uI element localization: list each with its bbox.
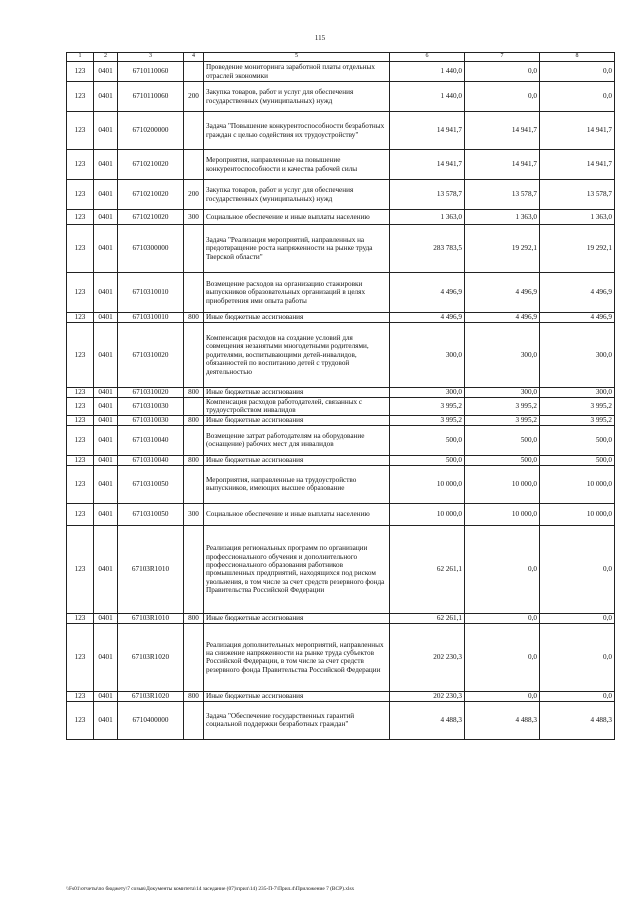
amount-year3-cell: 0,0 <box>540 613 615 623</box>
expense-type-cell: 800 <box>184 415 204 425</box>
expense-type-cell <box>184 623 204 691</box>
target-article-cell: 6710210020 <box>118 150 184 180</box>
amount-year2-cell: 0,0 <box>465 62 540 82</box>
expense-type-cell: 800 <box>184 388 204 398</box>
budget-table <box>66 52 615 740</box>
agency-code-cell: 123 <box>67 112 94 150</box>
agency-code-cell: 123 <box>67 613 94 623</box>
amount-year1-cell: 500,0 <box>390 455 465 465</box>
table-row <box>67 388 615 398</box>
col-number: 6 <box>390 53 465 62</box>
amount-year1-cell: 14 941,7 <box>390 112 465 150</box>
amount-year3-cell: 19 292,1 <box>540 225 615 273</box>
table-row <box>67 691 615 701</box>
target-article-cell: 6710400000 <box>118 701 184 739</box>
expense-type-cell <box>184 225 204 273</box>
col-number: 1 <box>67 53 94 62</box>
description-cell: Задача "Реализация мероприятий, направленных на предотвращение роста напряженности на рынке труда Тверской области" <box>204 225 390 273</box>
amount-year3-cell: 14 941,7 <box>540 150 615 180</box>
expense-type-cell <box>184 112 204 150</box>
amount-year2-cell: 13 578,7 <box>465 180 540 210</box>
amount-year1-cell: 3 995,2 <box>390 398 465 416</box>
col-number: 3 <box>118 53 184 62</box>
section-code-cell: 0401 <box>94 150 118 180</box>
agency-code-cell: 123 <box>67 691 94 701</box>
amount-year2-cell: 0,0 <box>465 623 540 691</box>
amount-year2-cell: 10 000,0 <box>465 503 540 525</box>
amount-year2-cell: 0,0 <box>465 691 540 701</box>
agency-code-cell: 123 <box>67 323 94 388</box>
amount-year3-cell: 300,0 <box>540 323 615 388</box>
description-cell: Компенсация расходов на создание условий для совмещения незанятыми многодетными родителями, родителями, воспитывающими детей-инвалидов, обязанностей по воспитанию детей с трудовой деятельностью <box>204 323 390 388</box>
section-code-cell: 0401 <box>94 210 118 225</box>
expense-type-cell <box>184 425 204 455</box>
amount-year3-cell: 13 578,7 <box>540 180 615 210</box>
description-cell: Мероприятия, направленные на повышение конкурентоспособности и качества рабочей силы <box>204 150 390 180</box>
expense-type-cell: 200 <box>184 180 204 210</box>
amount-year3-cell: 0,0 <box>540 62 615 82</box>
amount-year2-cell: 19 292,1 <box>465 225 540 273</box>
amount-year1-cell: 202 230,3 <box>390 623 465 691</box>
agency-code-cell: 123 <box>67 82 94 112</box>
description-cell: Иные бюджетные ассигнования <box>204 455 390 465</box>
section-code-cell: 0401 <box>94 273 118 313</box>
amount-year1-cell: 202 230,3 <box>390 691 465 701</box>
amount-year2-cell: 300,0 <box>465 388 540 398</box>
amount-year2-cell: 500,0 <box>465 455 540 465</box>
description-cell: Реализация региональных программ по организации профессионального обучения и дополнительного профессионального образования работников промышленных предприятий, находящихся под риском увольнения, в том числе за счет средств резервного фонда Правительства Российской Федерации <box>204 525 390 613</box>
description-cell: Иные бюджетные ассигнования <box>204 415 390 425</box>
agency-code-cell: 123 <box>67 62 94 82</box>
section-code-cell: 0401 <box>94 415 118 425</box>
table-row <box>67 613 615 623</box>
target-article-cell: 6710310020 <box>118 388 184 398</box>
amount-year3-cell: 14 941,7 <box>540 112 615 150</box>
amount-year1-cell: 10 000,0 <box>390 465 465 503</box>
target-article-cell: 6710310040 <box>118 455 184 465</box>
agency-code-cell: 123 <box>67 465 94 503</box>
table-row <box>67 503 615 525</box>
table-row <box>67 273 615 313</box>
description-cell: Социальное обеспечение и иные выплаты населению <box>204 503 390 525</box>
target-article-cell: 6710200000 <box>118 112 184 150</box>
table-row <box>67 180 615 210</box>
description-cell: Иные бюджетные ассигнования <box>204 613 390 623</box>
amount-year1-cell: 13 578,7 <box>390 180 465 210</box>
expense-type-cell: 800 <box>184 455 204 465</box>
description-cell: Проведение мониторинга заработной платы отдельных отраслей экономики <box>204 62 390 82</box>
target-article-cell: 6710310040 <box>118 425 184 455</box>
section-code-cell: 0401 <box>94 503 118 525</box>
amount-year1-cell: 1 363,0 <box>390 210 465 225</box>
section-code-cell: 0401 <box>94 425 118 455</box>
amount-year2-cell: 14 941,7 <box>465 112 540 150</box>
section-code-cell: 0401 <box>94 225 118 273</box>
expense-type-cell: 300 <box>184 503 204 525</box>
target-article-cell: 6710310030 <box>118 415 184 425</box>
expense-type-cell <box>184 398 204 416</box>
table-row <box>67 313 615 323</box>
file-path-footer: \\Fs01\отчеты\по бюджету\7 созыв\Документы комитета\14 заседание (07)\прил\14) 235-П-7\Прил.4\Приложение 7 (ВСР).xlsx <box>66 886 355 892</box>
amount-year3-cell: 0,0 <box>540 691 615 701</box>
section-code-cell: 0401 <box>94 455 118 465</box>
amount-year2-cell: 10 000,0 <box>465 465 540 503</box>
target-article-cell: 6710310050 <box>118 465 184 503</box>
amount-year1-cell: 500,0 <box>390 425 465 455</box>
expense-type-cell: 200 <box>184 82 204 112</box>
description-cell: Иные бюджетные ассигнования <box>204 388 390 398</box>
expense-type-cell <box>184 273 204 313</box>
amount-year1-cell: 4 496,9 <box>390 273 465 313</box>
description-cell: Реализация дополнительных мероприятий, направленных на снижение напряженности на рынке труда субъектов Российской Федерации, в том числе за счет средств резервного фонда Правительства Российской Федерации <box>204 623 390 691</box>
table-row <box>67 623 615 691</box>
col-number: 7 <box>465 53 540 62</box>
page-number: 115 <box>314 34 326 42</box>
target-article-cell: 6710300000 <box>118 225 184 273</box>
amount-year3-cell: 10 000,0 <box>540 465 615 503</box>
table-row <box>67 323 615 388</box>
description-cell: Иные бюджетные ассигнования <box>204 691 390 701</box>
section-code-cell: 0401 <box>94 180 118 210</box>
description-cell: Мероприятия, направленные на трудоустройство выпускников, имеющих высшее образование <box>204 465 390 503</box>
col-number: 5 <box>204 53 390 62</box>
section-code-cell: 0401 <box>94 112 118 150</box>
expense-type-cell <box>184 525 204 613</box>
agency-code-cell: 123 <box>67 225 94 273</box>
amount-year1-cell: 14 941,7 <box>390 150 465 180</box>
agency-code-cell: 123 <box>67 623 94 691</box>
section-code-cell: 0401 <box>94 388 118 398</box>
section-code-cell: 0401 <box>94 465 118 503</box>
description-cell: Иные бюджетные ассигнования <box>204 313 390 323</box>
target-article-cell: 6710310010 <box>118 313 184 323</box>
section-code-cell: 0401 <box>94 398 118 416</box>
amount-year1-cell: 283 783,5 <box>390 225 465 273</box>
table-row <box>67 398 615 416</box>
amount-year2-cell: 0,0 <box>465 613 540 623</box>
target-article-cell: 67103R1020 <box>118 691 184 701</box>
expense-type-cell <box>184 150 204 180</box>
amount-year3-cell: 4 496,9 <box>540 313 615 323</box>
amount-year3-cell: 4 496,9 <box>540 273 615 313</box>
description-cell: Закупка товаров, работ и услуг для обеспечения государственных (муниципальных) нужд <box>204 82 390 112</box>
amount-year1-cell: 300,0 <box>390 388 465 398</box>
amount-year3-cell: 0,0 <box>540 623 615 691</box>
amount-year2-cell: 3 995,2 <box>465 415 540 425</box>
table-row <box>67 150 615 180</box>
section-code-cell: 0401 <box>94 323 118 388</box>
amount-year3-cell: 300,0 <box>540 388 615 398</box>
amount-year2-cell: 4 488,3 <box>465 701 540 739</box>
section-code-cell: 0401 <box>94 525 118 613</box>
agency-code-cell: 123 <box>67 455 94 465</box>
amount-year3-cell: 500,0 <box>540 455 615 465</box>
target-article-cell: 67103R1020 <box>118 623 184 691</box>
target-article-cell: 6710310010 <box>118 273 184 313</box>
amount-year2-cell: 4 496,9 <box>465 273 540 313</box>
description-cell: Закупка товаров, работ и услуг для обеспечения государственных (муниципальных) нужд <box>204 180 390 210</box>
amount-year3-cell: 0,0 <box>540 525 615 613</box>
description-cell: Компенсация расходов работодателей, связанных с трудоустройством инвалидов <box>204 398 390 416</box>
amount-year2-cell: 14 941,7 <box>465 150 540 180</box>
amount-year1-cell: 300,0 <box>390 323 465 388</box>
description-cell: Возмещение расходов на организацию стажировки выпускников образовательных организаций в целях приобретения ими опыта работы <box>204 273 390 313</box>
amount-year2-cell: 1 363,0 <box>465 210 540 225</box>
target-article-cell: 6710210020 <box>118 210 184 225</box>
agency-code-cell: 123 <box>67 313 94 323</box>
table-row <box>67 62 615 82</box>
column-number-row <box>67 53 615 62</box>
expense-type-cell: 800 <box>184 313 204 323</box>
table-row <box>67 225 615 273</box>
section-code-cell: 0401 <box>94 623 118 691</box>
amount-year3-cell: 10 000,0 <box>540 503 615 525</box>
amount-year2-cell: 4 496,9 <box>465 313 540 323</box>
table-row <box>67 465 615 503</box>
table-row <box>67 415 615 425</box>
table-row <box>67 525 615 613</box>
expense-type-cell: 800 <box>184 613 204 623</box>
amount-year2-cell: 0,0 <box>465 82 540 112</box>
description-cell: Возмещение затрат работодателям на оборудование (оснащение) рабочих мест для инвалидов <box>204 425 390 455</box>
target-article-cell: 6710110060 <box>118 62 184 82</box>
amount-year3-cell: 3 995,2 <box>540 398 615 416</box>
target-article-cell: 6710310020 <box>118 323 184 388</box>
table-row <box>67 210 615 225</box>
agency-code-cell: 123 <box>67 425 94 455</box>
table-row <box>67 425 615 455</box>
table-row <box>67 455 615 465</box>
expense-type-cell <box>184 465 204 503</box>
amount-year2-cell: 300,0 <box>465 323 540 388</box>
description-cell: Задача "Обеспечение государственных гарантий социальной поддержки безработных граждан" <box>204 701 390 739</box>
table-row <box>67 82 615 112</box>
section-code-cell: 0401 <box>94 62 118 82</box>
agency-code-cell: 123 <box>67 150 94 180</box>
description-cell: Задача "Повышение конкурентоспособности безработных граждан с целью содействия их трудоустройству" <box>204 112 390 150</box>
agency-code-cell: 123 <box>67 388 94 398</box>
col-number: 2 <box>94 53 118 62</box>
amount-year3-cell: 0,0 <box>540 82 615 112</box>
amount-year1-cell: 1 440,0 <box>390 82 465 112</box>
amount-year1-cell: 3 995,2 <box>390 415 465 425</box>
expense-type-cell <box>184 323 204 388</box>
section-code-cell: 0401 <box>94 82 118 112</box>
agency-code-cell: 123 <box>67 398 94 416</box>
amount-year2-cell: 500,0 <box>465 425 540 455</box>
agency-code-cell: 123 <box>67 273 94 313</box>
expense-type-cell <box>184 62 204 82</box>
amount-year1-cell: 62 261,1 <box>390 613 465 623</box>
expense-type-cell: 800 <box>184 691 204 701</box>
amount-year3-cell: 3 995,2 <box>540 415 615 425</box>
agency-code-cell: 123 <box>67 525 94 613</box>
amount-year1-cell: 4 488,3 <box>390 701 465 739</box>
amount-year3-cell: 500,0 <box>540 425 615 455</box>
amount-year1-cell: 1 440,0 <box>390 62 465 82</box>
amount-year3-cell: 1 363,0 <box>540 210 615 225</box>
amount-year2-cell: 3 995,2 <box>465 398 540 416</box>
target-article-cell: 6710210020 <box>118 180 184 210</box>
agency-code-cell: 123 <box>67 180 94 210</box>
section-code-cell: 0401 <box>94 691 118 701</box>
col-number: 4 <box>184 53 204 62</box>
table-row <box>67 701 615 739</box>
target-article-cell: 6710310030 <box>118 398 184 416</box>
table-row <box>67 112 615 150</box>
amount-year2-cell: 0,0 <box>465 525 540 613</box>
agency-code-cell: 123 <box>67 701 94 739</box>
section-code-cell: 0401 <box>94 701 118 739</box>
amount-year3-cell: 4 488,3 <box>540 701 615 739</box>
target-article-cell: 67103R1010 <box>118 525 184 613</box>
agency-code-cell: 123 <box>67 503 94 525</box>
description-cell: Социальное обеспечение и иные выплаты населению <box>204 210 390 225</box>
agency-code-cell: 123 <box>67 210 94 225</box>
section-code-cell: 0401 <box>94 313 118 323</box>
target-article-cell: 6710310050 <box>118 503 184 525</box>
amount-year1-cell: 62 261,1 <box>390 525 465 613</box>
col-number: 8 <box>540 53 615 62</box>
amount-year1-cell: 10 000,0 <box>390 503 465 525</box>
section-code-cell: 0401 <box>94 613 118 623</box>
target-article-cell: 67103R1010 <box>118 613 184 623</box>
expense-type-cell: 300 <box>184 210 204 225</box>
agency-code-cell: 123 <box>67 415 94 425</box>
target-article-cell: 6710110060 <box>118 82 184 112</box>
amount-year1-cell: 4 496,9 <box>390 313 465 323</box>
expense-type-cell <box>184 701 204 739</box>
